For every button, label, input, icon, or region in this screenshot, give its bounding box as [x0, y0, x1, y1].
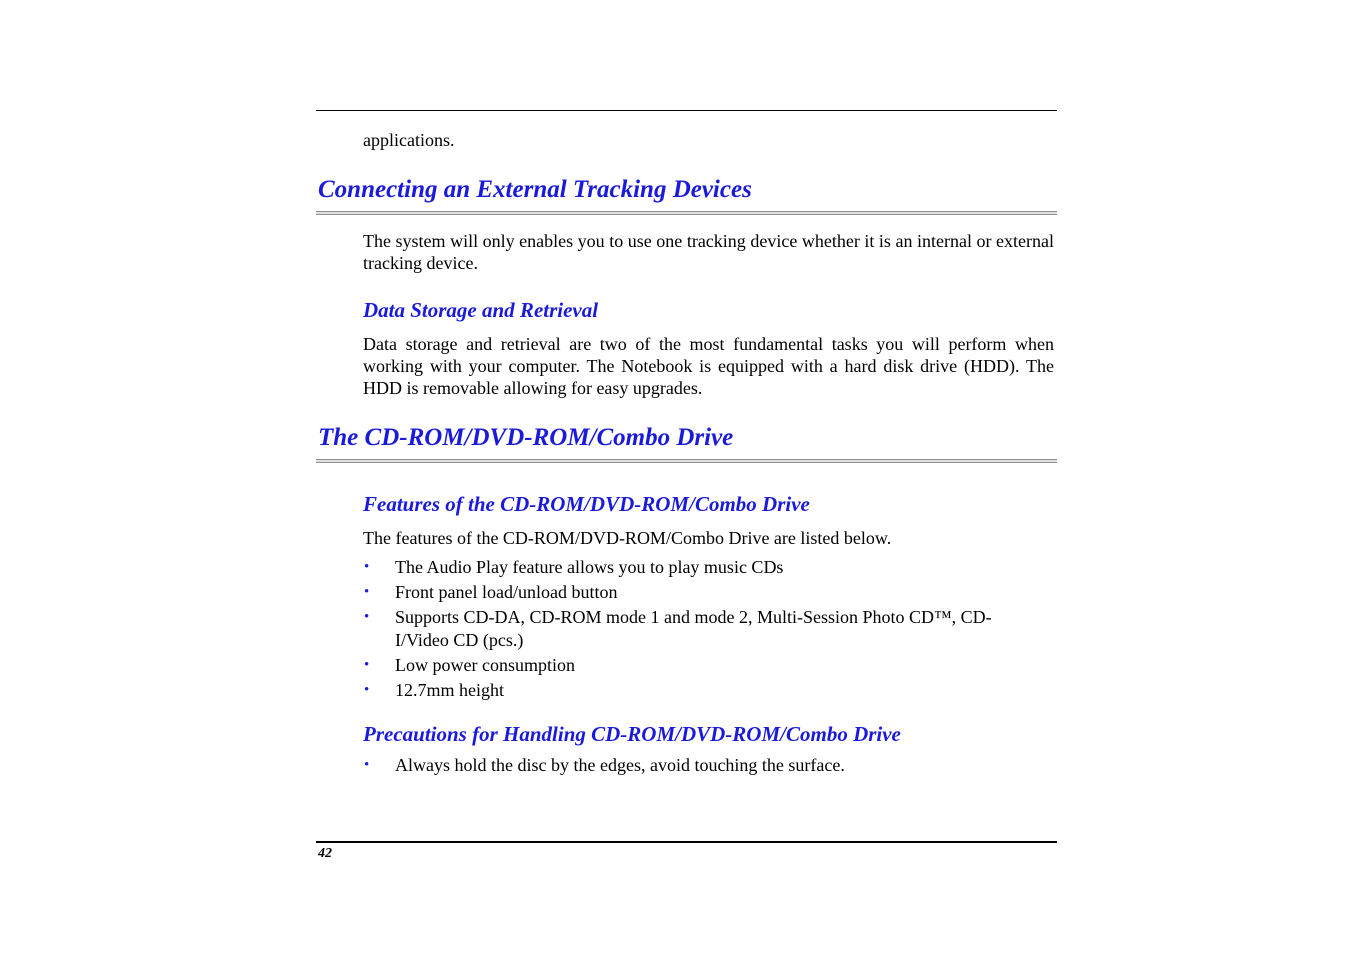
bullet-icon: •: [364, 682, 370, 698]
heading-tracking-devices: Connecting an External Tracking Devices: [318, 176, 752, 203]
list-item: [363, 654, 1054, 677]
list-item-text: 12.7mm height: [395, 680, 504, 700]
header-rule: [316, 110, 1057, 111]
storage-paragraph: Data storage and retrieval are two of the most fundamental tasks you will perform when working with your computer. The Notebook is equipped with a hard disk drive (HDD). The HDD is removable allowing for easy upgrades.: [363, 334, 1054, 398]
heading-rule-tracking: [316, 211, 1057, 215]
heading-precautions: Precautions for Handling CD-ROM/DVD-ROM/Combo Drive: [363, 722, 901, 746]
features-list: [363, 556, 1054, 704]
page-number: 42: [318, 846, 332, 861]
precautions-list: [363, 754, 1054, 779]
features-intro: The features of the CD-ROM/DVD-ROM/Combo Drive are listed below.: [363, 528, 892, 548]
list-item: [363, 556, 1054, 579]
list-item: [363, 754, 1054, 777]
heading-cd-rom-drive: The CD-ROM/DVD-ROM/Combo Drive: [318, 424, 734, 451]
heading-data-storage: Data Storage and Retrieval: [363, 298, 599, 322]
list-item-text: The Audio Play feature allows you to play music CDs: [395, 557, 784, 577]
heading-rule-drive: [316, 459, 1057, 463]
list-item-text: Always hold the disc by the edges, avoid touching the surface.: [395, 755, 845, 775]
list-item: [363, 581, 1054, 604]
list-item: [363, 679, 1054, 702]
heading-features: Features of the CD-ROM/DVD-ROM/Combo Drive: [363, 492, 810, 516]
bullet-icon: •: [364, 757, 370, 773]
list-item-text: Supports CD-DA, CD-ROM mode 1 and mode 2, Multi-Session Photo CD™, CD-I/Video CD (pcs.): [395, 607, 992, 650]
list-item-text: Low power consumption: [395, 655, 575, 675]
bullet-icon: •: [364, 609, 370, 625]
bullet-icon: •: [364, 584, 370, 600]
bullet-icon: •: [364, 657, 370, 673]
bullet-icon: •: [364, 559, 370, 575]
footer-rule: [316, 841, 1057, 843]
list-item-text: Front panel load/unload button: [395, 582, 618, 602]
continuation-text: applications.: [363, 130, 455, 150]
tracking-paragraph: The system will only enables you to use one tracking device whether it is an internal or external tracking device.: [363, 231, 1054, 273]
list-item: [363, 606, 1054, 652]
